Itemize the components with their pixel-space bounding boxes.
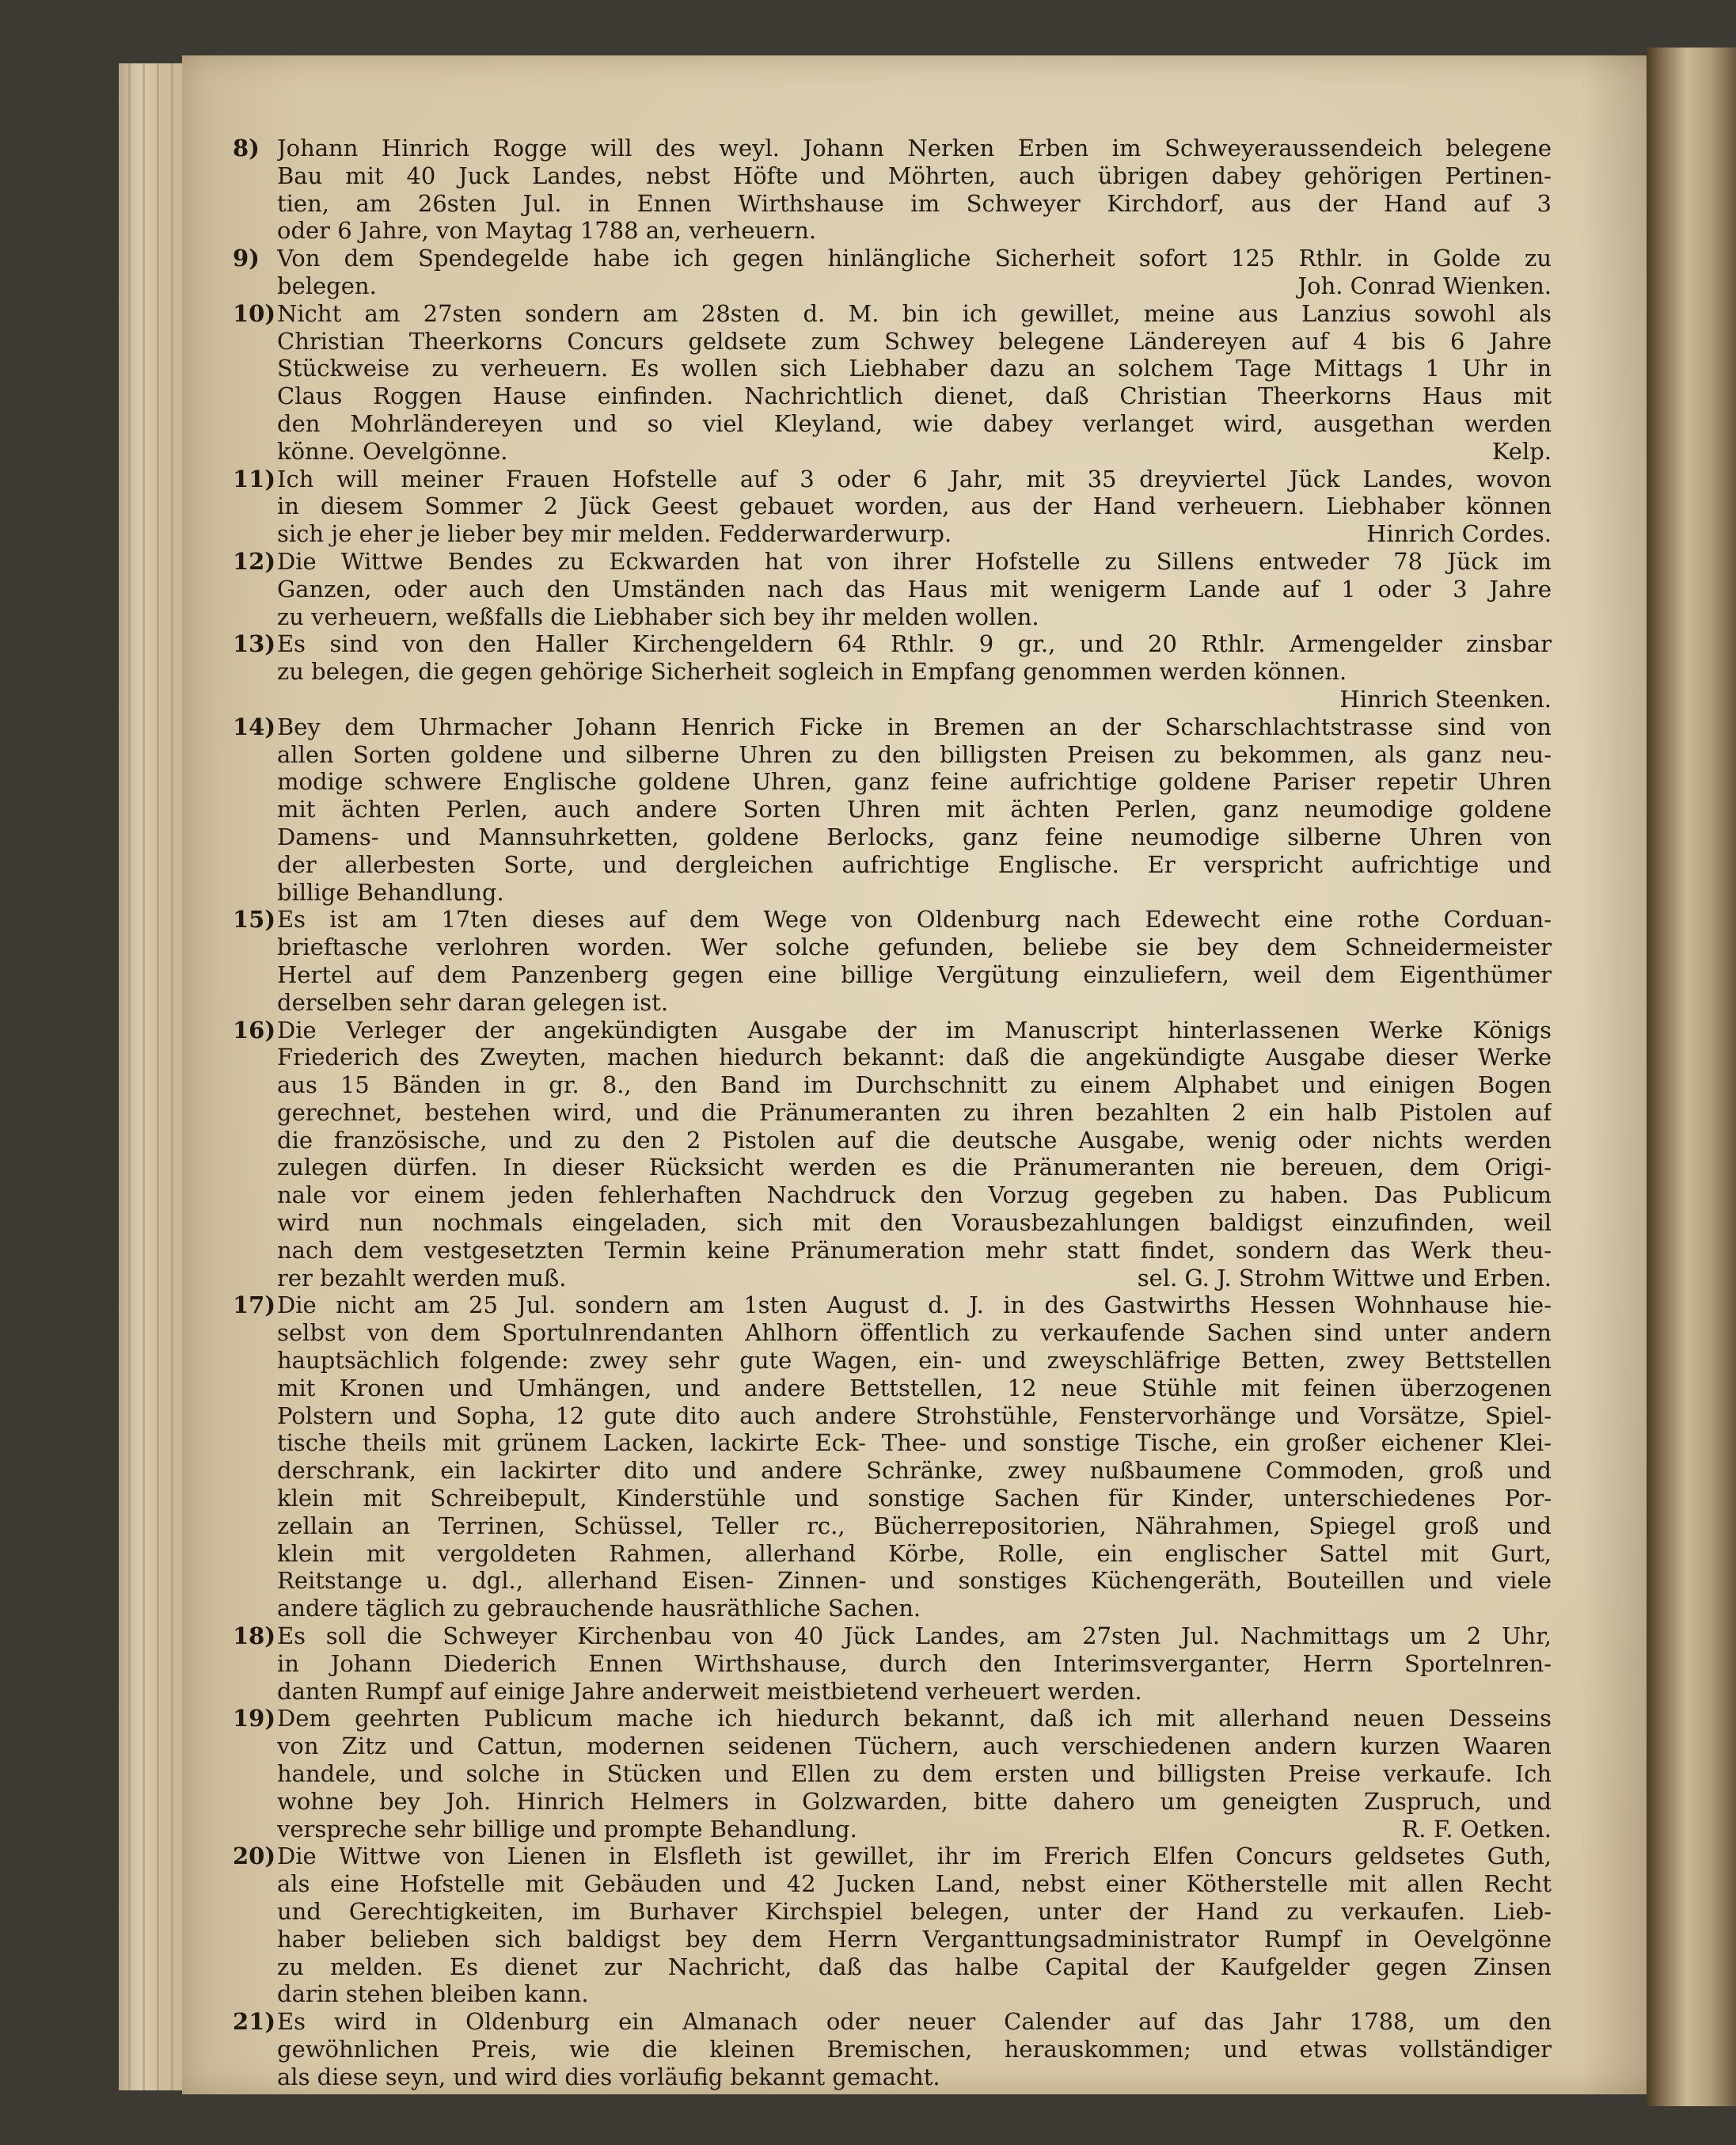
notice-line: modige schwere Englische goldene Uhren, ganz feine aufrichtige goldene Pariser repetir Uhren <box>277 768 1552 796</box>
notice-line: Es sind von den Haller Kirchengeldern 64 Rthlr. 9 gr., und 20 Rthlr. Armengelder zinsbar <box>277 630 1552 658</box>
notice-entry <box>233 465 1552 548</box>
notice-line: klein mit Schreibepult, Kinderstühle und sonstige Sachen für Kinder, unterschiedenes Por- <box>277 1485 1552 1512</box>
notice-line: in diesem Sommer 2 Jück Geest gebauet worden, aus der Hand verheuern. Liebhaber können <box>277 493 1552 520</box>
notice-line: Friederich des Zweyten, machen hiedurch bekannt: daß die angekündigte Ausgabe dieser Werke <box>277 1044 1552 1071</box>
notice-line: nach dem vestgesetzten Termin keine Pränumeration mehr statt findet, sondern das Werk theu- <box>277 1236 1552 1264</box>
notice-line: Polstern und Sopha, 12 gute dito auch andere Strohstühle, Fenstervorhänge und Vorsätze, Spiel- <box>277 1401 1552 1429</box>
notice-number: 12) <box>233 547 276 575</box>
notice-line: nale vor einem jeden fehlerhaften Nachdruck den Vorzug gegeben zu haben. Das Publicum <box>277 1181 1552 1209</box>
notice-line: haber belieben sich baldigst bey dem Herrn Verganttungsadministrator Rumpf in Oevelgönne <box>277 1925 1552 1953</box>
notice-line: als diese seyn, und wird dies vorläufig bekannt gemacht. <box>277 2063 940 2090</box>
notice-line: Von dem Spendegelde habe ich gegen hinlängliche Sicherheit sofort 125 Rthlr. in Golde zu <box>277 245 1552 272</box>
notice-signature: sel. G. J. Strohm Wittwe und Erben. <box>1137 1264 1552 1291</box>
notice-line: mit Kronen und Umhängen, und andere Bettstellen, 12 neue Stühle mit feinen überzogenen <box>277 1374 1552 1401</box>
notice-line: zu melden. Es dienet zur Nachricht, daß das halbe Capital der Kaufgelder gegen Zinsen <box>277 1953 1552 1980</box>
notice-line: der allerbesten Sorte, und dergleichen aufrichtige Englische. Er verspricht aufrichtige und <box>277 850 1552 878</box>
notice-line: Reitstange u. dgl., allerhand Eisen- Zinnen- und sonstiges Küchengeräth, Bouteillen und viele <box>277 1567 1552 1595</box>
notices-column <box>233 135 1552 2090</box>
notice-number: 15) <box>233 906 276 934</box>
notice-line: Christian Theerkorns Concurs geldsete zum Schwey belegene Ländereyen auf 4 bis 6 Jahre <box>277 327 1552 355</box>
notice-line: Die Verleger der angekündigten Ausgabe der im Manuscript hinterlassenen Werke Königs <box>277 1016 1552 1044</box>
notice-signature: Joh. Conrad Wienken. <box>1297 272 1552 299</box>
notice-line: Hertel auf dem Panzenberg gegen eine billige Vergütung einzuliefern, weil dem Eigenthümer <box>277 960 1552 988</box>
notice-line: gerechnet, bestehen wird, und die Pränumeranten zu ihren bezahlten 2 ein halb Pistolen auf <box>277 1098 1552 1126</box>
notice-number: 13) <box>233 630 276 658</box>
notice-line: klein mit vergoldeten Rahmen, allerhand Körbe, Rolle, ein englischer Sattel mit Gurt, <box>277 1539 1552 1567</box>
notice-line: mit ächten Perlen, auch andere Sorten Uhren mit ächten Perlen, ganz neumodige goldene <box>277 796 1552 823</box>
notice-number: 18) <box>233 1622 276 1650</box>
book-gutter <box>1647 48 1736 2106</box>
notice-entry <box>233 2008 1552 2090</box>
notice-line: die französische, und zu den 2 Pistolen auf die deutsche Ausgabe, wenig oder nichts werden <box>277 1126 1552 1154</box>
notice-line: Die Wittwe Bendes zu Eckwarden hat von ihrer Hofstelle zu Sillens entweder 78 Jück im <box>277 547 1552 575</box>
notice-line: darin stehen bleiben kann. <box>277 1980 589 2008</box>
notice-entry <box>233 1705 1552 1843</box>
notice-line: zu belegen, die gegen gehörige Sicherheit sogleich in Empfang genommen werden können. Hinrich Steenken. <box>277 658 1552 713</box>
notice-line: Damens- und Mannsuhrketten, goldene Berlocks, ganz feine neumodige silberne Uhren von <box>277 823 1552 850</box>
notice-line: Ganzen, oder auch den Umständen nach das Haus mit wenigerm Lande auf 1 oder 3 Jahre <box>277 575 1552 603</box>
notice-line: Dem geehrten Publicum mache ich hiedurch bekannt, daß ich mit allerhand neuen Desseins <box>277 1705 1552 1732</box>
notice-line: sich je eher je lieber bey mir melden. Fedderwarderwurp. Hinrich Cordes. <box>277 520 1552 548</box>
notice-entry <box>233 1843 1552 2008</box>
notice-number: 10) <box>233 299 276 327</box>
notice-line: tische theils mit grünem Lacken, lackirte Eck- Thee- und sonstige Tische, ein großer eichener Klei- <box>277 1429 1552 1457</box>
notice-line: gewöhnlichen Preis, wie die kleinen Bremischen, herauskommen; und etwas vollständiger <box>277 2035 1552 2063</box>
notice-line: Johann Hinrich Rogge will des weyl. Johann Nerken Erben im Schweyeraussendeich belegene <box>277 135 1552 162</box>
notice-line: brieftasche verlohren worden. Wer solche gefunden, beliebe sie bey dem Schneidermeister <box>277 934 1552 961</box>
notice-signature: Kelp. <box>1491 437 1552 465</box>
notice-entry <box>233 713 1552 907</box>
notice-line: in Johann Diederich Ennen Wirthshause, durch den Interimsverganter, Herrn Sportelnren- <box>277 1649 1552 1677</box>
notice-line: hauptsächlich folgende: zwey sehr gute Wagen, ein- und zweyschläfrige Betten, zwey Bettstellen <box>277 1347 1552 1375</box>
notice-entry <box>233 245 1552 300</box>
notice-entry <box>233 630 1552 713</box>
notice-line: verspreche sehr billige und prompte Behandlung. R. F. Oetken. <box>277 1815 1552 1843</box>
notice-number: 11) <box>233 465 276 493</box>
left-page-edges <box>119 63 192 2090</box>
notice-line: zulegen dürfen. In dieser Rücksicht werden es die Pränumeranten nie bereuen, dem Origi- <box>277 1154 1552 1181</box>
notice-line: Claus Roggen Hause einfinden. Nachrichtlich dienet, daß Christian Theerkorns Haus mit <box>277 382 1552 410</box>
notice-line: Es ist am 17ten dieses auf dem Wege von Oldenburg nach Edewecht eine rothe Corduan- <box>277 906 1552 934</box>
notice-line: tien, am 26sten Jul. in Ennen Wirthshause im Schweyer Kirchdorf, aus der Hand auf 3 <box>277 189 1552 217</box>
notice-line: Nicht am 27sten sondern am 28sten d. M. bin ich gewillet, meine aus Lanzius sowohl als <box>277 299 1552 327</box>
notice-line: zu verheuern, weßfalls die Liebhaber sich bey ihr melden wollen. <box>277 603 1039 630</box>
notice-entry <box>233 906 1552 1016</box>
notice-line: als eine Hofstelle mit Gebäuden und 42 Jucken Land, nebst einer Kötherstelle mit allen Recht <box>277 1870 1552 1898</box>
notice-line: Die nicht am 25 Jul. sondern am 1sten August d. J. in des Gastwirths Hessen Wohnhause hie- <box>277 1291 1552 1319</box>
notice-line: zellain an Terrinen, Schüssel, Teller rc., Bücherrepositorien, Nährahmen, Spiegel groß und <box>277 1512 1552 1539</box>
notice-line: billige Behandlung. <box>277 878 504 906</box>
notice-line: von Zitz und Cattun, modernen seidenen Tüchern, auch verschiedenen andern kurzen Waaren <box>277 1732 1552 1760</box>
notice-line: handele, und solche in Stücken und Ellen zu dem ersten und billigsten Preise verkaufe. Ich <box>277 1760 1552 1788</box>
notice-line: andere täglich zu gebrauchende hausräthliche Sachen. <box>277 1595 921 1622</box>
notice-line: danten Rumpf auf einige Jahre anderweit meistbietend verheuert werden. <box>277 1677 1142 1705</box>
notice-signature: R. F. Oetken. <box>1401 1815 1552 1843</box>
notice-line: selbst von dem Sportulnrendanten Ahlhorn öffentlich zu verkaufende Sachen sind unter andern <box>277 1319 1552 1347</box>
notice-entry <box>233 299 1552 466</box>
notice-number: 16) <box>233 1016 276 1044</box>
notice-line: wird nun nochmals eingeladen, sich mit den Vorausbezahlungen baldigst einzufinden, weil <box>277 1209 1552 1237</box>
notice-number: 21) <box>233 2008 276 2036</box>
notice-line: Die Wittwe von Lienen in Elsfleth ist gewillet, ihr im Frerich Elfen Concurs geldsetes Guth, <box>277 1843 1552 1870</box>
notice-number: 19) <box>233 1705 276 1732</box>
notice-line: Bey dem Uhrmacher Johann Henrich Ficke in Bremen an der Scharschlachtstrasse sind von <box>277 713 1552 740</box>
notice-signature: Hinrich Steenken. <box>1339 685 1552 713</box>
notice-line: könne. Oevelgönne. Kelp. <box>277 437 1552 465</box>
notice-entry <box>233 547 1552 630</box>
notice-number: 8) <box>233 135 260 162</box>
notice-number: 14) <box>233 713 276 740</box>
notice-line: Ich will meiner Frauen Hofstelle auf 3 oder 6 Jahr, mit 35 dreyviertel Jück Landes, wovon <box>277 465 1552 493</box>
notice-signature: Hinrich Cordes. <box>1366 520 1552 548</box>
notice-number: 20) <box>233 1843 276 1870</box>
notice-line: allen Sorten goldene und silberne Uhren zu den billigsten Preisen zu bekommen, als ganz neu- <box>277 740 1552 768</box>
notice-entry <box>233 1016 1552 1292</box>
notice-number: 9) <box>233 245 260 272</box>
notice-entry <box>233 1291 1552 1622</box>
notice-number: 17) <box>233 1291 276 1319</box>
notice-line: rer bezahlt werden muß. sel. G. J. Strohm Wittwe und Erben. <box>277 1264 1552 1291</box>
notice-line: Es wird in Oldenburg ein Almanach oder neuer Calender auf das Jahr 1788, um den <box>277 2008 1552 2036</box>
notice-line: Bau mit 40 Juck Landes, nebst Höfte und Möhrten, auch übrigen dabey gehörigen Pertinen- <box>277 162 1552 189</box>
notice-line: Es soll die Schweyer Kirchenbau von 40 Jück Landes, am 27sten Jul. Nachmittags um 2 Uhr, <box>277 1622 1552 1650</box>
notice-line: Stückweise zu verheuern. Es wollen sich Liebhaber dazu an solchem Tage Mittags 1 Uhr in <box>277 355 1552 382</box>
notice-line: aus 15 Bänden in gr. 8., den Band im Durchschnitt zu einem Alphabet und einigen Bogen <box>277 1071 1552 1099</box>
notice-line: derselben sehr daran gelegen ist. <box>277 988 669 1016</box>
notice-line: derschrank, ein lackirter dito und andere Schränke, zwey nußbaumene Commoden, groß und <box>277 1457 1552 1485</box>
notice-line: wohne bey Joh. Hinrich Helmers in Golzwarden, bitte dahero um geneigten Zuspruch, und <box>277 1787 1552 1815</box>
notice-line: belegen. Joh. Conrad Wienken. <box>277 272 1552 299</box>
notice-entry <box>233 135 1552 245</box>
notice-line: den Mohrländereyen und so viel Kleyland, wie dabey verlanget wird, ausgethan werden <box>277 409 1552 437</box>
notice-entry <box>233 1622 1552 1705</box>
notice-line: oder 6 Jahre, von Maytag 1788 an, verheuern. <box>277 217 817 245</box>
notice-line: und Gerechtigkeiten, im Burhaver Kirchspiel belegen, unter der Hand zu verkaufen. Lieb- <box>277 1898 1552 1925</box>
